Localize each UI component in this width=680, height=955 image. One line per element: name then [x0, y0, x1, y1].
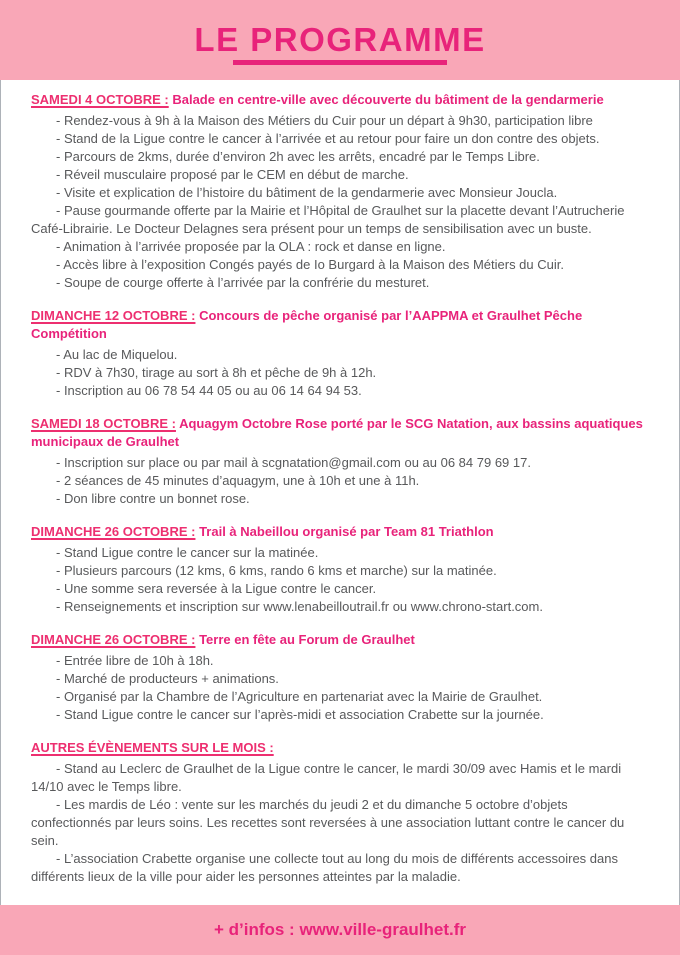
program-section — [31, 739, 651, 886]
bullet-item: - Stand au Leclerc de Graulhet de la Ligue contre le cancer, le mardi 30/09 avec Hamis et le mardi 14/10 avec le Temps libre. — [31, 761, 622, 794]
bullet-item: - Une somme sera reversée à la Ligue contre le cancer. — [56, 581, 377, 596]
section-date: SAMEDI 4 OCTOBRE : — [31, 92, 169, 107]
program-section — [31, 307, 651, 400]
program-section — [31, 631, 651, 724]
section-date: DIMANCHE 26 OCTOBRE : — [31, 524, 196, 539]
bullet-item: - Rendez-vous à 9h à la Maison des Métiers du Cuir pour un départ à 9h30, participation libre — [56, 113, 593, 128]
bullet-item: - Stand Ligue contre le cancer sur la matinée. — [56, 545, 319, 560]
section-bullets — [31, 652, 651, 724]
bullet-item: - Plusieurs parcours (12 kms, 6 kms, rando 6 kms et marche) sur la matinée. — [56, 563, 497, 578]
section-heading — [31, 631, 651, 649]
bullet-item: - Les mardis de Léo : vente sur les marchés du jeudi 2 et du dimanche 5 octobre d’objets confectionnés par leurs soins. Les recettes sont reversées à une association luttant contre le cancer du sein. — [31, 797, 625, 848]
footer-band — [0, 905, 680, 955]
bullet-item: - Pause gourmande offerte par la Mairie et l’Hôpital de Graulhet sur la placette devant l’Autrucherie Café-Librairie. Le Docteur Delagnes sera présent pour un temps de sensibilisation avec un buste. — [31, 203, 625, 236]
header-band — [0, 0, 680, 80]
section-date: DIMANCHE 26 OCTOBRE : — [31, 632, 196, 647]
section-bullets — [31, 544, 651, 616]
program-section — [31, 91, 651, 292]
bullet-item: - Soupe de courge offerte à l’arrivée par la confrérie du mesturet. — [56, 275, 430, 290]
bullet-item: - 2 séances de 45 minutes d’aquagym, une à 10h et une à 11h. — [56, 473, 420, 488]
bullet-item: - Don libre contre un bonnet rose. — [56, 491, 250, 506]
section-heading — [31, 91, 651, 109]
bullet-item: - Réveil musculaire proposé par le CEM en début de marche. — [56, 167, 409, 182]
section-title: Terre en fête au Forum de Graulhet — [199, 632, 415, 647]
bullet-item: - Inscription sur place ou par mail à scgnatation@gmail.com ou au 06 84 79 69 17. — [56, 455, 531, 470]
section-bullets — [31, 454, 651, 508]
bullet-item: - Accès libre à l’exposition Congés payés de Io Burgard à la Maison des Métiers du Cuir. — [56, 257, 564, 272]
bullet-item: - L’association Crabette organise une collecte tout au long du mois de différents accessoires dans différents lieux de la ville pour aider les personnes atteintes par la maladie. — [31, 851, 618, 884]
bullet-item: - Visite et explication de l’histoire du bâtiment de la gendarmerie avec Monsieur Joucla. — [56, 185, 558, 200]
section-date: DIMANCHE 12 OCTOBRE : — [31, 308, 196, 323]
bullet-item: - Entrée libre de 10h à 18h. — [56, 653, 214, 668]
section-title: Trail à Nabeillou organisé par Team 81 Triathlon — [199, 524, 494, 539]
bullet-item: - Marché de producteurs + animations. — [56, 671, 279, 686]
section-title: Aquagym Octobre Rose porté par le SCG Natation, aux bassins aquatiques municipaux de Graulhet — [31, 416, 643, 449]
bullet-item: - Animation à l’arrivée proposée par la OLA : rock et danse en ligne. — [56, 239, 446, 254]
title-underline — [233, 60, 447, 65]
program-section — [31, 523, 651, 616]
bullet-item: - Parcours de 2kms, durée d’environ 2h avec les arrêts, encadré par le Temps Libre. — [56, 149, 540, 164]
section-bullets — [31, 346, 651, 400]
page-title: LE PROGRAMME — [194, 21, 486, 58]
section-bullets — [31, 760, 651, 886]
bullet-item: - Renseignements et inscription sur www.lenabeilloutrail.fr ou www.chrono-start.com. — [56, 599, 543, 614]
bullet-item: - Stand Ligue contre le cancer sur l’après-midi et association Crabette sur la journée. — [56, 707, 544, 722]
section-heading — [31, 739, 651, 757]
program-section — [31, 415, 651, 508]
bullet-item: - Inscription au 06 78 54 44 05 ou au 06 14 64 94 53. — [56, 383, 362, 398]
section-heading — [31, 415, 651, 451]
program-content — [0, 80, 680, 905]
bullet-item: - RDV à 7h30, tirage au sort à 8h et pêche de 9h à 12h. — [56, 365, 377, 380]
section-date: SAMEDI 18 OCTOBRE : — [31, 416, 176, 431]
section-heading — [31, 523, 651, 541]
bullet-item: - Organisé par la Chambre de l’Agriculture en partenariat avec la Mairie de Graulhet. — [56, 689, 543, 704]
bullet-item: - Stand de la Ligue contre le cancer à l’arrivée et au retour pour faire un don contre des objets. — [56, 131, 600, 146]
section-date: AUTRES ÉVÈNEMENTS SUR LE MOIS : — [31, 740, 274, 755]
bullet-item: - Au lac de Miquelou. — [56, 347, 178, 362]
footer-info: + d’infos : www.ville-graulhet.fr — [213, 920, 467, 939]
section-bullets — [31, 112, 651, 292]
section-title: Balade en centre-ville avec découverte du bâtiment de la gendarmerie — [172, 92, 604, 107]
section-title: Concours de pêche organisé par l’AAPPMA et Graulhet Pêche Compétition — [31, 308, 583, 341]
section-heading — [31, 307, 651, 343]
